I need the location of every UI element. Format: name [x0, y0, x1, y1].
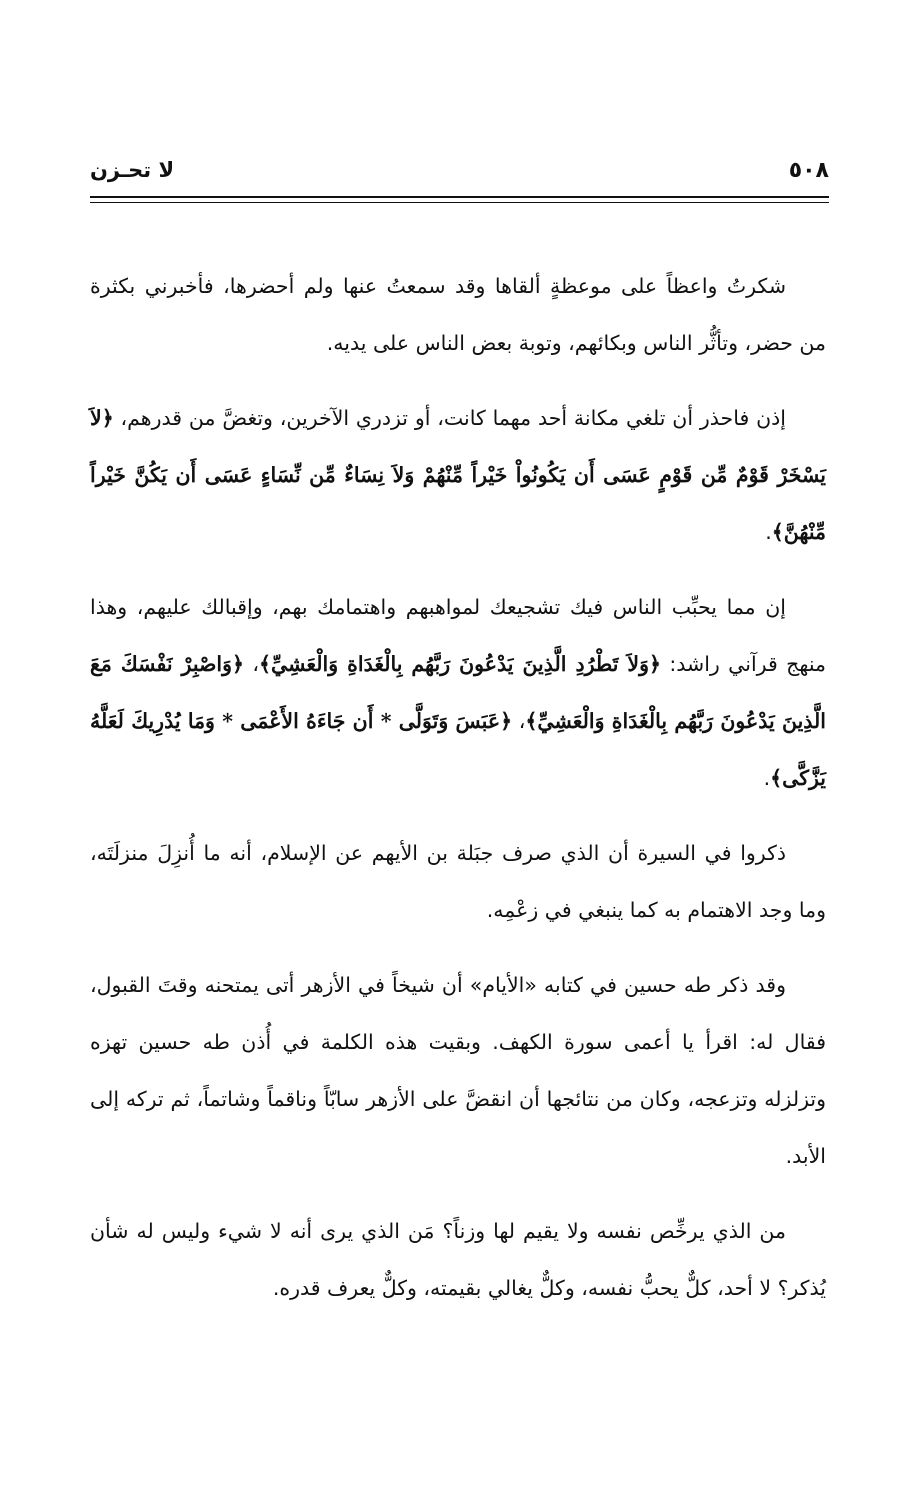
- page-number: ٥٠٨: [788, 158, 829, 183]
- body-text: [90, 258, 826, 1317]
- paragraph-text: ،: [512, 709, 526, 733]
- paragraph: [90, 579, 826, 807]
- paragraph: [90, 258, 826, 372]
- paragraph-text: وقد ذكر طه حسين في كتابه «الأيام» أن شيخاً في الأزهر أتى يمتحنه وقتَ القبول، فقال له: اقرأ يا أعمى سورة الكهف. وبقيت هذه الكلمة في أُذن طه حسين تهزه وتزلزله وتزعجه، وكان من نتائجها أن انقضَّ على الأزهر سابّاً وناقماً وشاتماً، ثم تركه إلى الأبد.: [90, 973, 826, 1168]
- quran-verse: ﴿وَلاَ تَطْرُدِ الَّذِينَ يَدْعُونَ رَبَّهُم بِالْغَدَاةِ وَالْعَشِيِّ﴾: [259, 652, 661, 676]
- paragraph-text: ،: [244, 652, 260, 676]
- quran-verse: ﴿عَبَسَ وَتَوَلَّى * أَن جَاءَهُ الأَعْمَى * وَمَا يُدْرِيكَ لَعَلَّهُ يَزَّكَّى﴾: [90, 709, 826, 790]
- paragraph-text: إذن فاحذر أن تلغي مكانة أحد مهما كانت، أو تزدري الآخرين، وتغضَّ من قدرهم،: [113, 406, 786, 430]
- paragraph: [90, 825, 826, 939]
- running-header: [90, 158, 829, 188]
- paragraph-text: من الذي يرخِّص نفسه ولا يقيم لها وزناً؟ مَن الذي يرى أنه لا شيء وليس له شأن يُذكر؟ لا أحد، كلٌّ يحبُّ نفسه، وكلٌّ يغالي بقيمته، وكلٌّ يعرف قدره.: [90, 1219, 826, 1300]
- paragraph-text: شكرتُ واعظاً على موعظةٍ ألقاها وقد سمعتُ عنها ولم أحضرها، فأخبرني بكثرة من حضر، وتأثُّر الناس وبكائهم، وتوبة بعض الناس على يديه.: [90, 274, 826, 355]
- paragraph-text: ذكروا في السيرة أن الذي صرف جبَلة بن الأيهم عن الإسلام، أنه ما أُنزِلَ منزلَتَه، وما وجد الاهتمام به كما ينبغي في زعْمِه.: [90, 841, 826, 922]
- paragraph-text: إن مما يحبِّب الناس فيك تشجيعك لمواهبهم واهتمامك بهم، وإقبالك عليهم، وهذا منهج قرآني راشد:: [90, 595, 826, 676]
- book-title: لا تحـزن: [90, 158, 175, 182]
- header-rule-thick: [90, 196, 829, 198]
- paragraph-text: .: [763, 766, 771, 790]
- quran-verse: ﴿لاَ يَسْخَرْ قَوْمٌ مِّن قَوْمٍ عَسَى أَن يَكُونُواْ خَيْراً مِّنْهُمْ وَلاَ نِسَاءٌ مِّن نِّسَاءٍ عَسَى أَن يَكُنَّ خَيْراً مِّنْهُنَّ﴾: [90, 406, 826, 544]
- paragraph-text: .: [765, 520, 772, 544]
- header-rule-thin: [90, 202, 829, 203]
- paragraph: [90, 390, 826, 561]
- paragraph: [90, 1203, 826, 1317]
- quran-verse: ﴿وَاصْبِرْ نَفْسَكَ مَعَ الَّذِينَ يَدْعُونَ رَبَّهُم بِالْغَدَاةِ وَالْعَشِيِّ﴾: [90, 652, 826, 733]
- paragraph: [90, 957, 826, 1185]
